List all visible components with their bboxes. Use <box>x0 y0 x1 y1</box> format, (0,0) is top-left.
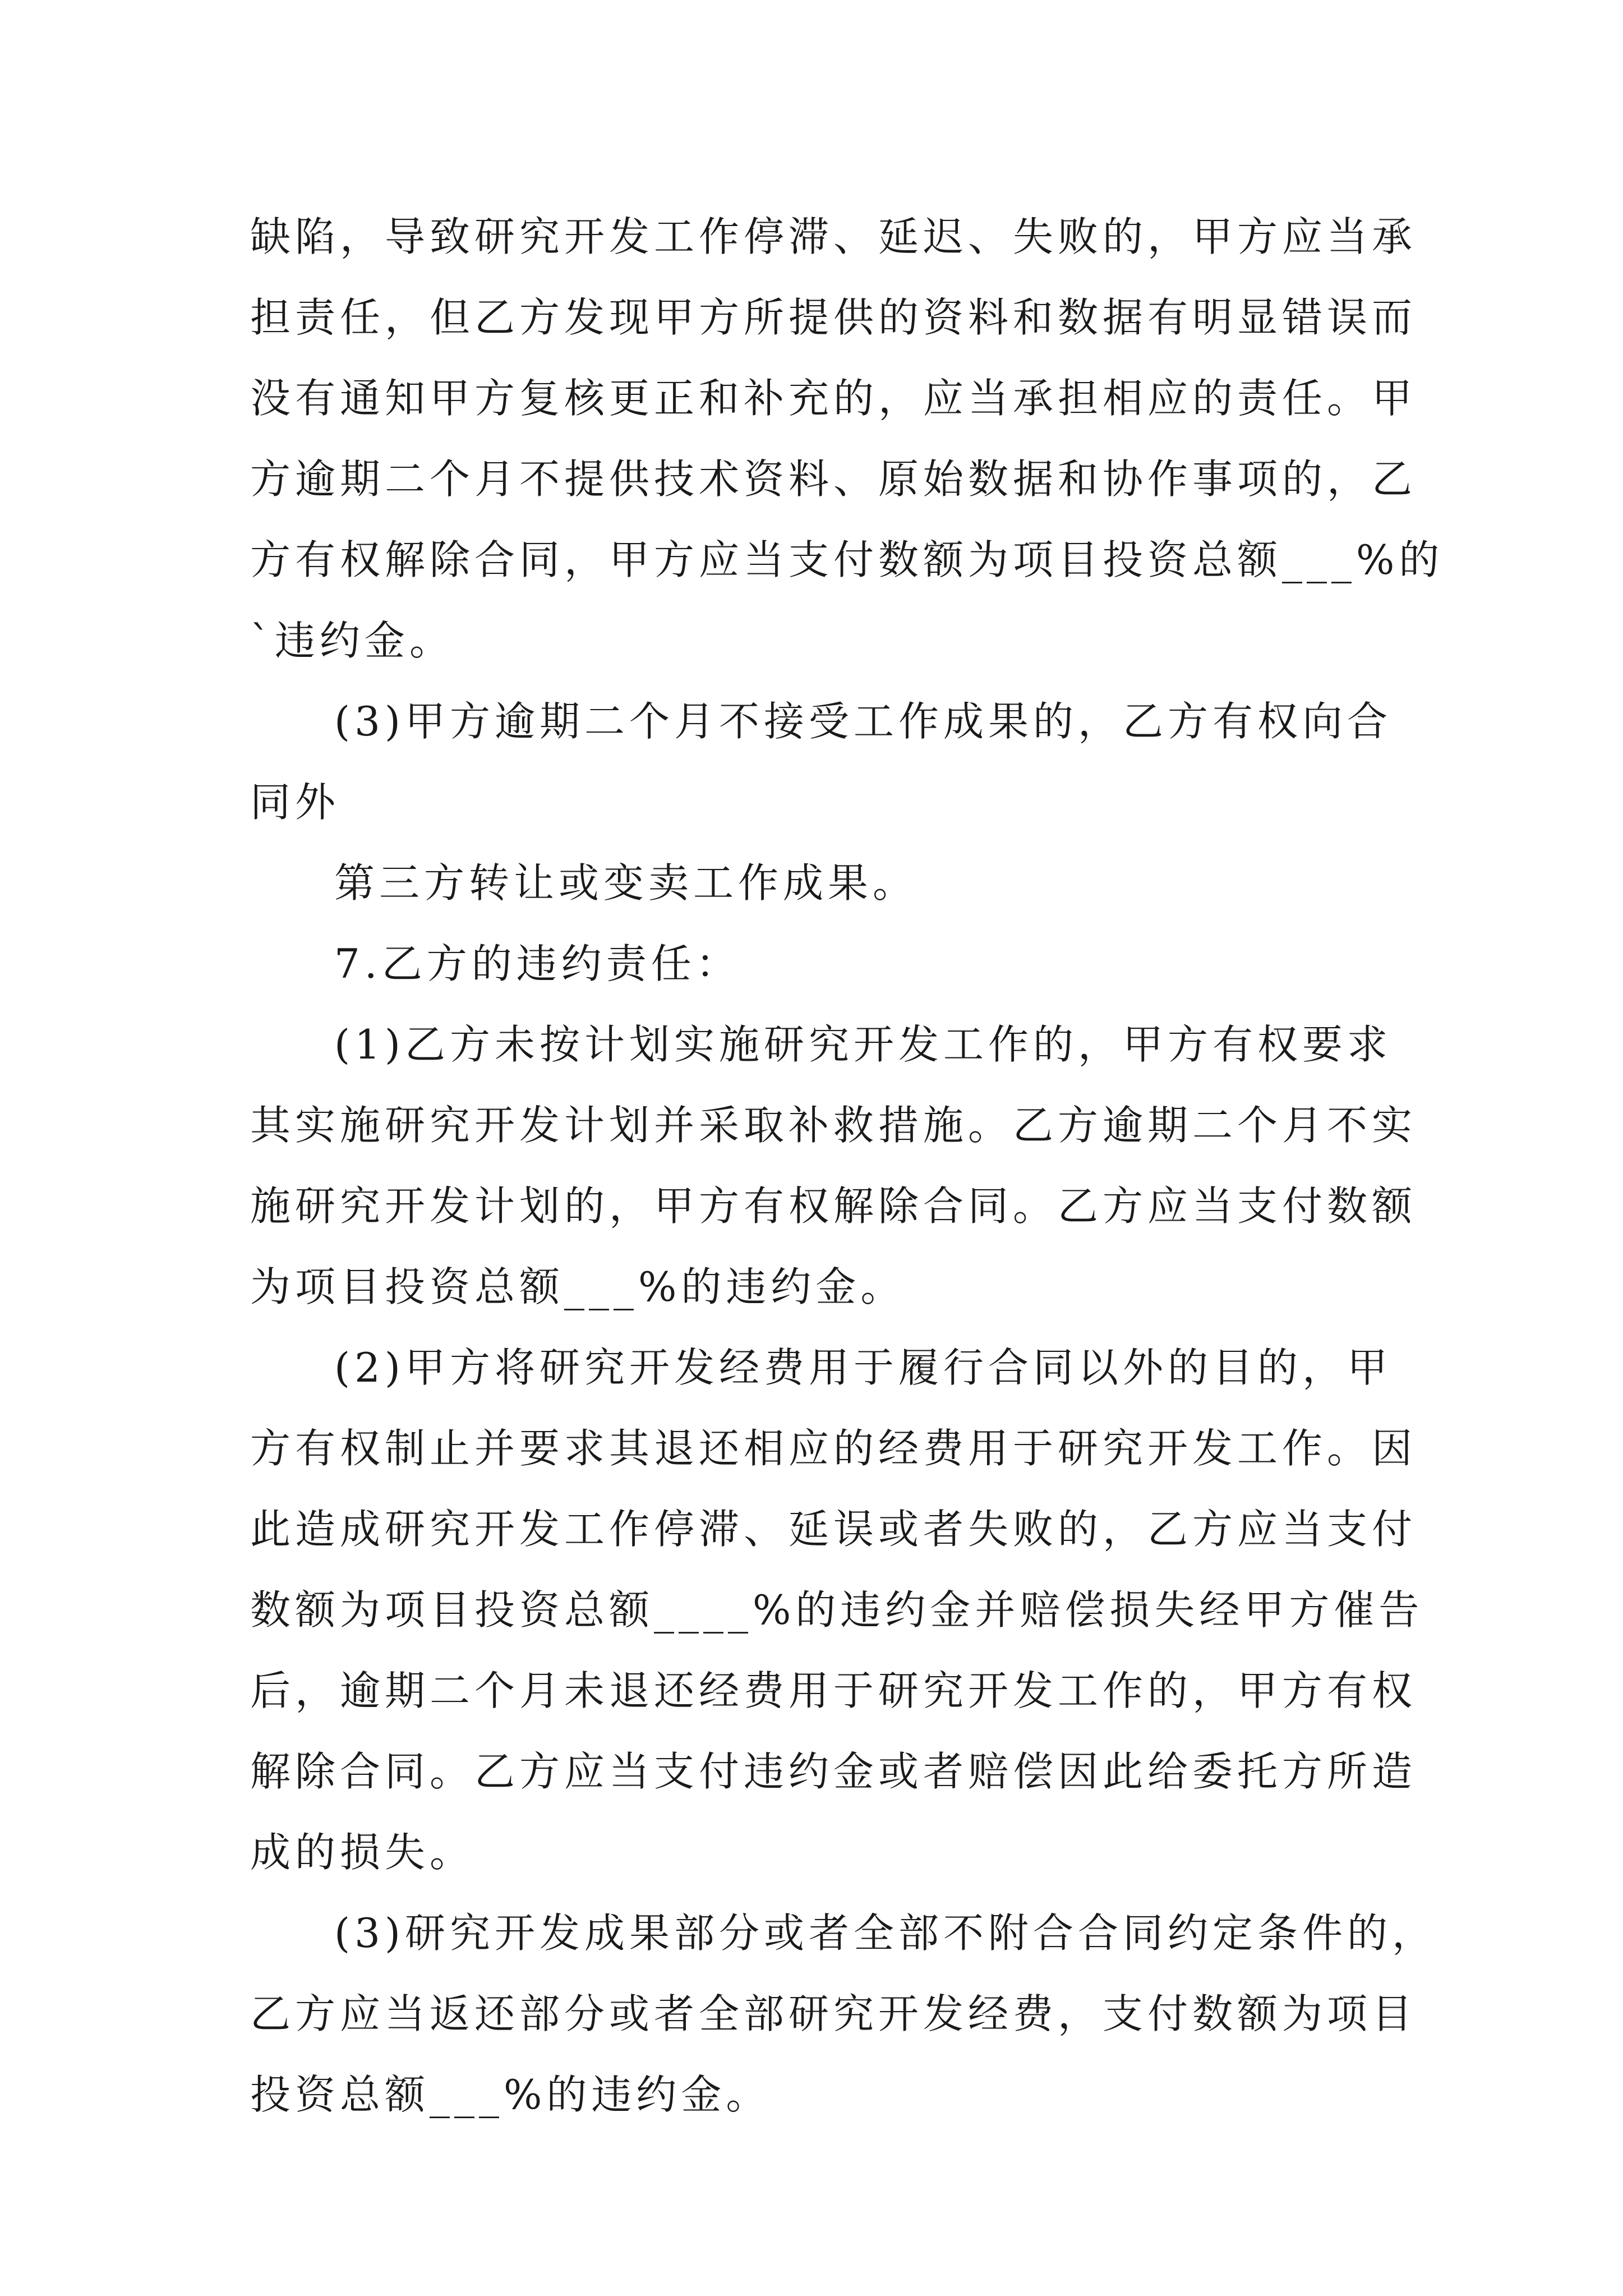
text-line: 投资总额___%的违约金。 <box>250 2071 771 2118</box>
text-line: 方有权制止并要求其退还相应的经费用于研究开发工作。因 <box>250 1425 1417 1472</box>
text-line: (1)乙方未按计划实施研究开发工作的，甲方有权要求 <box>334 1021 1392 1068</box>
text-line: 同外 <box>250 779 340 826</box>
text-line: (3)甲方逾期二个月不接受工作成果的，乙方有权向合 <box>334 698 1392 745</box>
text-line: 施研究开发计划的，甲方有权解除合同。乙方应当支付数额 <box>250 1182 1417 1230</box>
text-line: 第三方转让或变卖工作成果。 <box>334 859 918 907</box>
text-line: 其实施研究开发计划并采取补救措施。乙方逾期二个月不实 <box>250 1102 1417 1149</box>
document-body <box>250 196 1444 2135</box>
text-line: 为项目投资总额___%的违约金。 <box>250 1263 906 1310</box>
text-line: 后，逾期二个月未退还经费用于研究开发工作的，甲方有权 <box>250 1667 1417 1714</box>
section-heading: 7.乙方的违约责任： <box>334 940 741 987</box>
text-line: 缺陷，导致研究开发工作停滞、延迟、失败的，甲方应当承 <box>250 213 1417 260</box>
text-line: 方逾期二个月不提供技术资料、原始数据和协作事项的，乙 <box>250 455 1417 503</box>
text-line: (2)甲方将研究开发经费用于履行合同以外的目的，甲 <box>334 1344 1392 1391</box>
text-line: 此造成研究开发工作停滞、延误或者失败的，乙方应当支付 <box>250 1506 1417 1553</box>
text-line: 数额为项目投资总额____%的违约金并赔偿损失经甲方催告 <box>250 1586 1424 1634</box>
text-line: 乙方应当返还部分或者全部研究开发经费，支付数额为项目 <box>250 1990 1417 2037</box>
text-line: 解除合同。乙方应当支付违约金或者赔偿因此给委托方所造 <box>250 1748 1417 1795</box>
text-line: 担责任，但乙方发现甲方所提供的资料和数据有明显错误而 <box>250 294 1417 341</box>
text-line: `违约金。 <box>250 617 455 664</box>
text-line: 没有通知甲方复核更正和补充的，应当承担相应的责任。甲 <box>250 375 1417 422</box>
text-line: (3)研究开发成果部分或者全部不附合合同约定条件的， <box>334 1910 1437 1957</box>
text-line: 成的损失。 <box>250 1829 475 1876</box>
text-line: 方有权解除合同，甲方应当支付数额为项目投资总额___%的 <box>250 536 1444 583</box>
